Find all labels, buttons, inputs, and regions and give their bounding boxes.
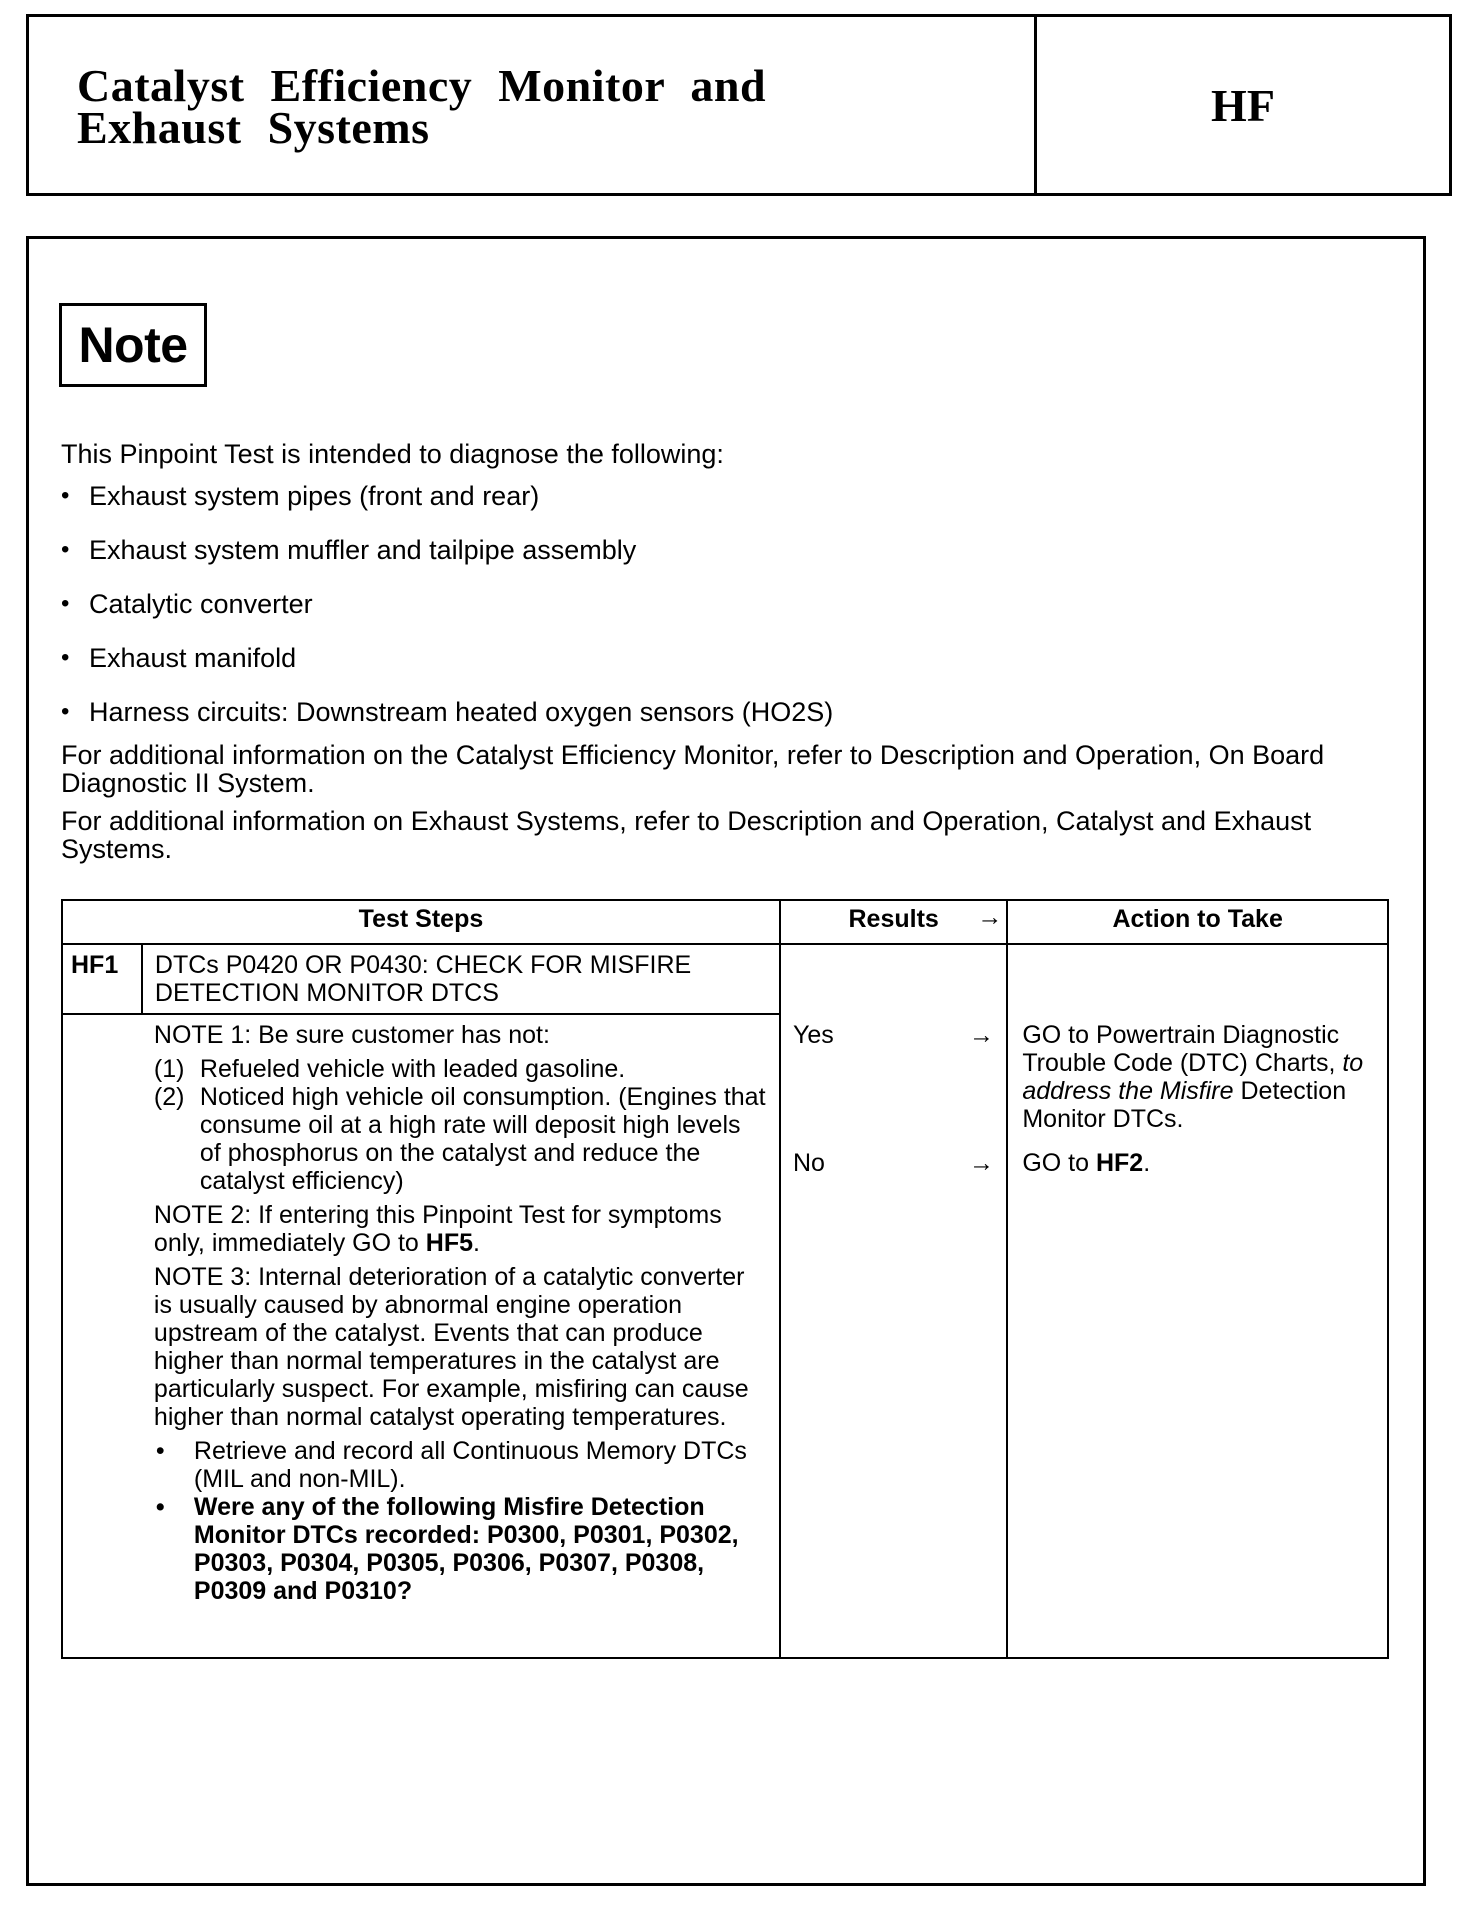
list-item: • Exhaust system pipes (front and rear) [61,481,1401,511]
info-paragraph-2: For additional information on Exhaust Systems, refer to Description and Operation, Catalyst and Exhaust Systems. [61,806,1312,864]
note-2-suffix: . [473,1229,480,1257]
pinpoint-test-table [61,899,1389,1659]
arrow-right-icon: → [968,1149,994,1177]
info-paragraph-1: For additional information on the Catalyst Efficiency Monitor, refer to Description and Operation, On Board Diagnostic II System. [61,740,1325,798]
step-title: DTCs P0420 OR P0430: CHECK FOR MISFIRE DETECTION MONITOR DTCS [142,944,780,1014]
arrow-right-icon: → [977,903,1003,931]
note-intro: This Pinpoint Test is intended to diagnose the following: [61,439,724,469]
header-results [780,900,1007,944]
item-text: Noticed high vehicle oil consumption. (Engines that consume oil at a high rate will deposit high levels of phosphorus on the catalyst and reduce the catalyst efficiency) [199,1083,766,1195]
item-number: (1) [153,1055,185,1083]
item-number: (2) [153,1083,185,1111]
list-item [154,1055,767,1083]
action-yes-italic: to address the Misfire [1022,1049,1364,1105]
action-no-prefix: GO to [1022,1149,1090,1177]
action-no-suffix: . [1143,1149,1151,1177]
arrow-right-icon: → [968,1021,994,1049]
result-no-label: No [792,1149,825,1177]
result-yes-label: Yes [792,1021,834,1049]
diagnose-list [61,481,1401,727]
note-1-list [154,1055,767,1195]
section-code: HF [1211,79,1275,131]
action-no [1022,1149,1382,1177]
list-item: • Exhaust system muffler and tailpipe assembly [61,535,1401,565]
results-cell [780,944,1007,1658]
table-row [62,944,1388,1014]
header-test-steps: Test Steps [62,900,780,944]
header-box [26,14,1452,196]
action-yes-text-2: Detection Monitor DTCs. [1022,1077,1347,1133]
note-2-ref: HF5 [425,1229,474,1257]
list-item: • Exhaust manifold [61,643,1401,673]
step-body [142,1014,780,1658]
header-results-label: Results [848,905,939,933]
result-yes [793,1021,998,1050]
action-no-ref: HF2 [1095,1149,1144,1177]
main-content-box [26,236,1426,1886]
item-text: Refueled vehicle with leaded gasoline. [199,1055,626,1083]
note-3: NOTE 3: Internal deterioration of a catalytic converter is usually caused by abnormal engine operation upstream of the catalyst. Events that can produce higher than normal temperatures in the catalyst are particularly suspect. For example, misfiring can cause higher than normal catalyst operating temperatures. [153,1263,749,1431]
list-item: • Retrieve and record all Continuous Memory DTCs (MIL and non-MIL). [154,1437,767,1493]
step-id-empty [62,1014,142,1658]
action-yes-text: GO to Powertrain Diagnostic Trouble Code (DTC) Charts, [1022,1021,1340,1077]
list-item: • Harness circuits: Downstream heated oxygen sensors (HO2S) [61,697,1401,727]
result-no [793,1149,998,1178]
step-actions [154,1437,767,1605]
list-item: • Were any of the following Misfire Detection Monitor DTCs recorded: P0300, P0301, P0302, P0303, P0304, P0305, P0306, P0307, P0308, P0309 and P0310? [154,1493,767,1605]
note-badge: Note [59,303,207,387]
action-cell [1007,944,1388,1658]
title-line-2: Exhaust Systems [77,102,430,153]
title-line-1: Catalyst Efficiency Monitor and [77,60,767,111]
step-id: HF1 [62,944,142,1014]
page-title [77,60,977,153]
action-yes [1022,1021,1382,1133]
list-item [154,1083,767,1195]
note-2-text: NOTE 2: If entering this Pinpoint Test for symptoms only, immediately GO to [153,1201,722,1257]
note-2 [154,1201,767,1257]
note-1: NOTE 1: Be sure customer has not: [153,1021,550,1049]
table-header-row [62,900,1388,944]
list-item: • Catalytic converter [61,589,1401,619]
header-action: Action to Take [1007,900,1388,944]
note-content [61,439,1401,873]
